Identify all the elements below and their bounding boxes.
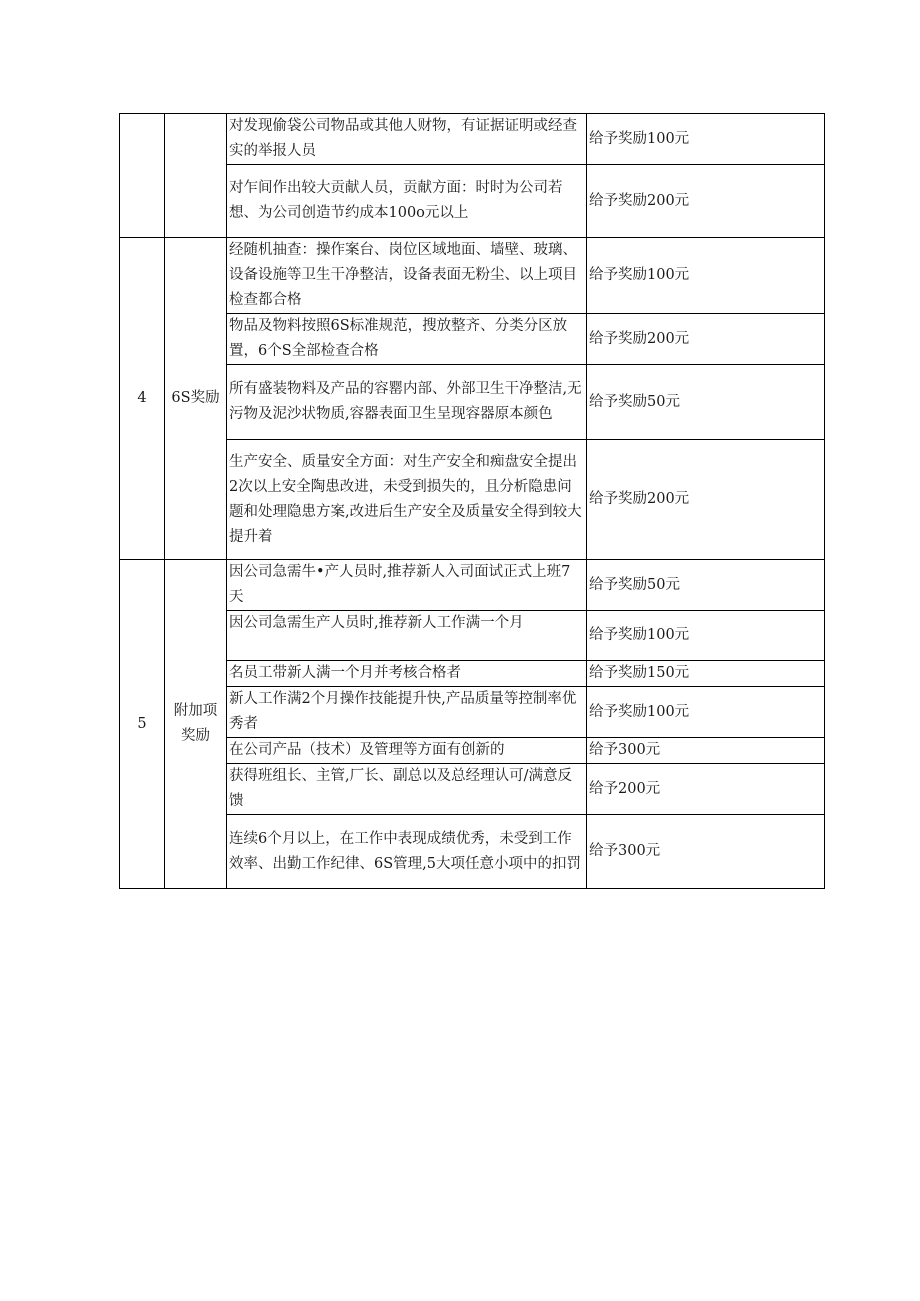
description-cell: 物品及物料按照6S标准规范，搜放整齐、分类分区放置，6个S全部检查合格	[227, 314, 587, 365]
description-cell: 获得班组长、主管,厂长、副总以及总经理认可/满意反馈	[227, 764, 587, 815]
table-row	[120, 560, 825, 611]
description-cell: 所有盛装物料及产品的容罂内部、外部卫生干净整洁,无污物及泥沙状物质,容器表面卫生呈现容器原本颜色	[227, 365, 587, 440]
reward-cell: 给予200元	[587, 764, 825, 815]
description-cell: 名员工带新人满一个月并考核合格者	[227, 661, 587, 687]
reward-cell: 给予奖励150元	[587, 661, 825, 687]
description-cell: 经随机抽查：操作案台、岗位区域地面、墙壁、玻璃、设备设施等卫生干净整洁，设备表面无粉尘、以上项目检查都合格	[227, 238, 587, 314]
description-cell: 在公司产品（技术）及管理等方面有创新的	[227, 738, 587, 764]
group-number-cell	[120, 114, 165, 238]
description-cell: 对发现偷袋公司物品或其他人财物，有证据证明或经查实的举报人员	[227, 114, 587, 165]
reward-cell: 给予300元	[587, 815, 825, 889]
group-category-cell	[165, 560, 227, 889]
group-number-cell: 5	[120, 560, 165, 889]
description-cell: 生产安全、质量安全方面：对生产安全和痴盘安全提出2次以上安全陶患改进，未受到损失的，且分析隐患问题和处理隐患方案,改进后生产安全及质量安全得到较大提升着	[227, 440, 587, 560]
group-category-cell	[165, 238, 227, 560]
reward-cell: 给予奖励50元	[587, 365, 825, 440]
reward-table	[119, 113, 825, 889]
category-label-line2: 奖励	[181, 728, 210, 744]
description-cell: 连续6个月以上，在工作中表现成绩优秀，未受到工作效率、出勤工作纪律、6S管理,5大项任意小项中的扣罚	[227, 815, 587, 889]
reward-cell: 给予300元	[587, 738, 825, 764]
reward-cell: 给予奖励100元	[587, 114, 825, 165]
table-row	[120, 238, 825, 314]
description-cell: 对乍间作出较大贡献人员，贡献方面：时时为公司若想、为公司创造节约成本100o元以上	[227, 165, 587, 238]
description-cell: 因公司急需牛•产人员时,推荐新人入司面试正式上班7天	[227, 560, 587, 611]
category-label: 6S奖励	[171, 390, 220, 406]
reward-cell: 给予奖励100元	[587, 611, 825, 661]
description-cell: 因公司急需生产人员时,推荐新人工作满一个月	[227, 611, 587, 661]
description-cell: 新人工作满2个月操作技能提升快,产品质量等控制率优秀者	[227, 687, 587, 738]
table-row	[120, 114, 825, 165]
reward-cell: 给予奖励100元	[587, 687, 825, 738]
group-category-cell	[165, 114, 227, 238]
group-number-cell: 4	[120, 238, 165, 560]
reward-cell: 给予奖励200元	[587, 314, 825, 365]
reward-cell: 给予奖励200元	[587, 165, 825, 238]
reward-cell: 给予奖励100元	[587, 238, 825, 314]
category-label: 附加项	[173, 703, 218, 719]
reward-cell: 给予奖励50元	[587, 560, 825, 611]
reward-cell: 给予奖励200元	[587, 440, 825, 560]
